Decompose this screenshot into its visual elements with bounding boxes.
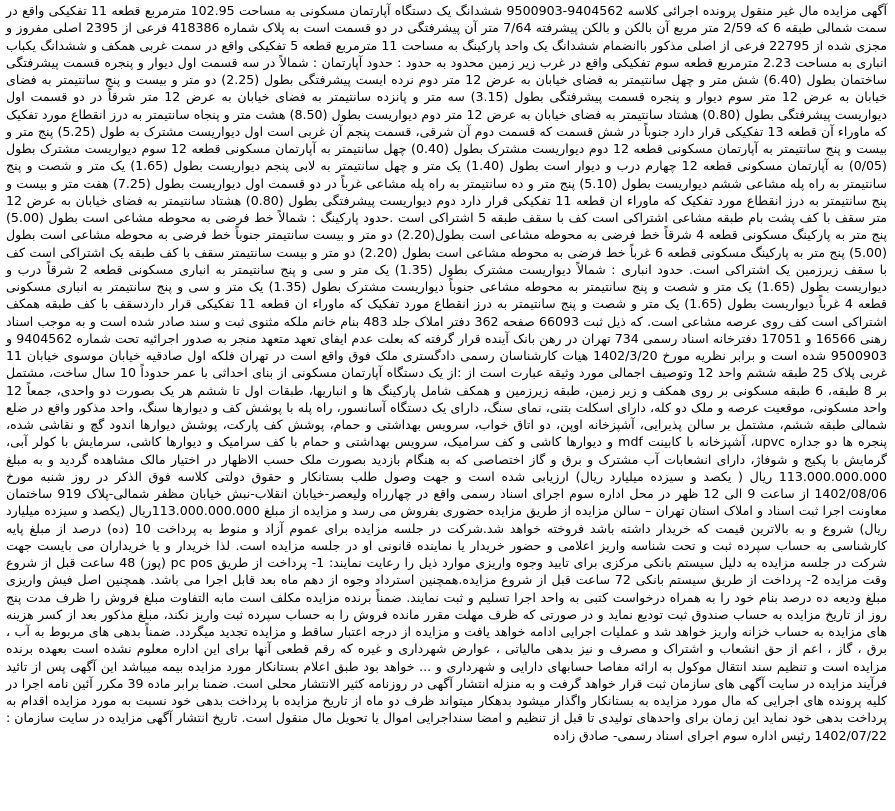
auction-notice-text: آگهی مزایده مال غیر منقول پرونده اجرائی کلاسه 9404562-9500903 ششدانگ یک دستگاه آپارتمان مسکونی به مساحت 102.95 مترمربع قطعه 11 تفکیکی واقع در سمت شمالی طبقه 6 که 2/59 متر مربع آن بالکن و بالکن پیشرفته 7/64 متر آن پیشرفتگی در دو قسمت است به پلاک شماره 418386 فرعی از 2395 اصلی مفروز و مجزی شده از 22795 فرعی از اصلی مذکور باانضمام ششدانگ یک واحد پارکینگ به مساحت 11 مترمربع قطعه 5 تفکیکی واقع در سمت غربی همکف و ششدانگ یکباب انباری به مساحت 2.23 مترمربع قطعه سوم تفکیکی واقع در غرب زیر زمین محدود به حدود : حدود آپارتمان : شمالاً در سه قسمت اول دیوار و پنجره قسمت پیشرفتگی ساختمان بطول (6.40) شش متر و چهل سانتیمتر به فضای خیابان به عرض 12 متر دوم نرده ایست پیشرفتگی بطول (2.25) دو متر و بیست و پنج سانتیمتر به فضای خیابان به عرض 12 متر سوم دیوار و پنجره قسمت پیشرفتگی بطول (3.15) سه متر و پانزده سانتیمتر به فضای خیابان به عرض 12 متر شرقاً در دو قسمت اول دیواریست پیشرفتگی بطول (0.80) هشتاد سانتیمتر به فضای خیابان به عرض 12 متر دوم دیواریست بطول (8.50) هشت متر و پنجاه سانتیمتر به درز انقطاع مورد تفکیک که ماوراء آن قطعه 13 تفکیکی قرار دارد جنوباً در شش قسمت که قسمت دوم آن شرقی، قسمت پنجم آن غربی است اول دیواریست مشترک به طول (5.25) پنج متر و بیست و پنج سانتیمتر به آپارتمان مسکونی قطعه 12 دوم دیواریست مشترک بطول (0.40) چهل سانتیمتر به آپارتمان مسکونی قطعه 12 سوم دیواریست مشترک بطول (0/05) به آپارتمان مسکونی قطعه 12 چهارم درب و دیوار است بطول (1.40) یک متر و چهل سانتیمتر به لابی پنجم دیواریست بطول (1.65) یک متر و شصت و پنج سانتیمتر به راه پله مشاعی ششم دیواریست بطول (5.10) پنج متر و ده سانتیمتر به راه پله مشاعی غرباً در دو قسمت اول دیواریست بطول (7.25) هفت متر و بیست و پنج سانتیمتر به درز انقطاع مورد تفکیک که ماوراء ان قطعه 11 تفکیکی قرار دارد دوم دیواریست پیشرفتگی بطول (0.80) هشتاد سانتیمتر به فضای خیابان به عرض 12 متر سقف با کف پشت بام طبقه مشاعی اشتراکی است کف با سقف طبقه 5 اشتراکی است .حدود پارکینگ : شمالاً خط فرضی به محوطه مشاعی است بطول (5.00) پنج متر به پارکینگ مسکونی قطعه 4 شرقاً خط فرضی به محوطه مشاعی است بطول(2.20) دو متر و بیست سانتیمتر جنوباً خط فرضی به محوطه مشاعی است بطول (5.00) پنج متر به پارکینگ مسکونی قطعه 6 غرباً خط فرضی به محوطه مشاعی است بطول (2.20) دو متر و بیست سانتیمتر سقف با کف طبقه یک اشتراکی است کف با سقف زیرزمین یک اشتراکی است. حدود انباری : شمالاً دیواریست مشترک بطول (1.35) یک متر و سی و پنج سانتیمتر به انباری مسکونی قطعه 2 شرقاً درب و دیواریست بطول (1.65) یک متر و شصت و پنج سانتیمتر به محوطه مشاعی جنوباً دیواریست مشترک بطول (1.35) یک متر و سی و پنج سانتیمتر به انباری مسکونی قطعه 4 غرباً دیواریست بطول (1.65) یک متر و شصت و پنج سانتیمتر به درز انقطاع مورد تفکیک که ماوراء ان قطعه 11 تفکیکی قرار داردسقف با کف طبقه همکف اشتراکی است کف روی عرصه مشاعی است. که ذیل ثبت 66093 صفحه 362 دفتر املاک جلد 483 بنام خانم ملکه مثنوی ثبت و سند صادر شده است و به موجب اسناد رهنی 16566 و 17051 دفترخانه اسناد رسمی 734 تهران در رهن بانک آینده قرار گرفته که بعلت عدم ایفای تعهد متعهد منجر به صدور اجرائیه تحت شماره 9404562 و 9500903 شده است و برابر نظریه مورخ 1402/3/20 هیات کارشناسان رسمی دادگستری ملک فوق واقع است در تهران فلکه اول صادقیه خیابان موسوی خیابان 11 غربی پلاک 25 طبقه ششم واحد 12 وتوصیف اجمالی مورد وثیقه عبارت است از :از یک دستگاه آپارتمان مسکونی از بنای احداثی با عمر حدوداً 10 سال ساخت، مشتمل بر 8 طبقه، 6 طبقه مسکونی بر روی همکف و زیر زمین، طبقه زیرزمین و همکف شامل پارکینگ ها و انباریها، طبقات اول تا ششم هر یک بصورت دو واحدی، جمعاً 12 واحد مسکونی، موقعیت عرصه و ملک دو کله، دارای اسکلت بتنی، نمای سنگ، دارای یک دستگاه آسانسور، راه پله با پوشش کف و دیوارها سنگ، واحد مذکور واقع در ضلع شمالی طبقه ششم، مشتمل بر سالن پذیرایی، آشپزخانه اوپن، دو اتاق خواب، سرویس بهداشتی و حمام، پوشش کف پارکت، پوشش دیوارها اندود گچ و نقاشی شده، پنجره ها دو جداره upvc، آشپزخانه با کابینت mdf و دیوارها کاشی و کف سرامیک، سرویس بهداشتی و حمام با کف سرامیک و دیوارها کاشی، سرمایش با کولر آبی، گرمایش با پکیج و شوفاژ، دارای انشعابات آب مشترک و برق و گاز اختصاصی که به هنگام بازدید بصورت ملک حسب الاظهار در اختیار مالک مشاهده گردید و به مبلغ 113.000.000.000 ریال ( یکصد و سیزده میلیارد ریال) ارزیابی شده است و جهت وصول طلب بستانکار و حقوق دولتی کلاسه فوق الذکر در روز شنبه مورخ 1402/08/06 از ساعت 9 الی 12 ظهر در محل اداره سوم اجرای اسناد رسمی واقع در چهارراه ولیعصر-خیابان انقلاب-نبش خیابان مظفر شمالی-پلاک 919 ساختمان معاونت اجرا ثبت اسناد و املاک استان تهران – سالن مزایده از طریق مزایده حضوری بفروش می رسد و مزایده از مبلغ 113.000.000.000ریال (یکصد و سیزده میلیارد ریال) شروع و به بالاترین قیمت که خریدار داشته باشد فروخته خواهد شد.شرکت در جلسه مزایده برای عموم آزاد و منوط به پرداخت 10 (ده) درصد از مبلغ پایه کارشناسی به حساب سپرده ثبت و تحت شناسه واریز اعلامی و حضور خریدار یا نماینده قانونی او در جلسه مزایده است. لذا خریدار و یا خریداران می بایست جهت شرکت در جلسه مزایده به دلیل سیستم بانکی مرکزی برای تایید وجوه واریزی موارد ذیل را رعایت نمایند: 1- پرداخت از طریق pc pos (پوز) 48 ساعت قبل از شروع وقت مزایده 2- پرداخت از طریق سیستم بانکی 72 ساعت قبل از شروع مزایده.همچنین استرداد وجوه از دهم ماه بعد قابل اجرا می باشد. همچنین اصل فیش واریزی مبلغ ودیعه ده درصد بنام خود را به همراه درخواست کتبی به واحد اجرا تسلیم و ثبت نمایند. ضمناً برنده مزایده مکلف است مابه التفاوت مبلغ فروش را ظرف مدت پنج روز از تاریخ مزایده به حساب صندوق ثبت تودیع نماید و در صورتی که ظرف مهلت مقرر مانده فروش را به حساب سپرده ثبت واریز نکند، مبلغ مذکور بعد از کسر هزینه های مزایده به حساب خزانه واریز خواهد شد و عملیات اجرایی ادامه خواهد یافت و مزایده از درجه اعتبار ساقط و مزایده تجدید میگردد. ضمناً بدهی های مربوط به آب ، برق ، گاز ، اعم از حق انشعاب و اشتراک و مصرف و نیز بدهی مالیاتی ، عوارض شهرداری و غیره که رقم قطعی آنها برای این اداره معلوم نشده است بعهده برنده مزایده است و تنظیم سند انتقال موکول به ارائه مفاصا حسابهای دارایی و شهرداری و ... خواهد بود طبق اعلام بستانکار مورد مزایده بیمه میباشد این آگهی پس از تائید فرآیند مزایده در سایت آگهی های سازمان ثبت قرار خواهد گرفت و به منزله انتشار آگهی در روزنامه کثیر الانتشار محلی است. ضمنا برابر ماده 39 مکرر آئین نامه اجرا در کلیه پرونده های اجرایی که مال مورد مزایده به بستانکار واگذار میشود بدهکار میتواند ظرف دو ماه از تاریخ مزایده با پرداخت بدهی خود نسبت به مورد مزایده اقدام به پرداخت بدهی خود نماید این زمان برای واحدهای تولیدی تا قبل از تنظیم و امضا سنداجرایی اموال یا تحویل مال منقول است. تاریخ انتشار آگهی مزایده در سایت سازمان : 1402/07/22 رئیس اداره سوم اجرای اسناد رسمی- صادق زاده	[6, 3, 888, 743]
